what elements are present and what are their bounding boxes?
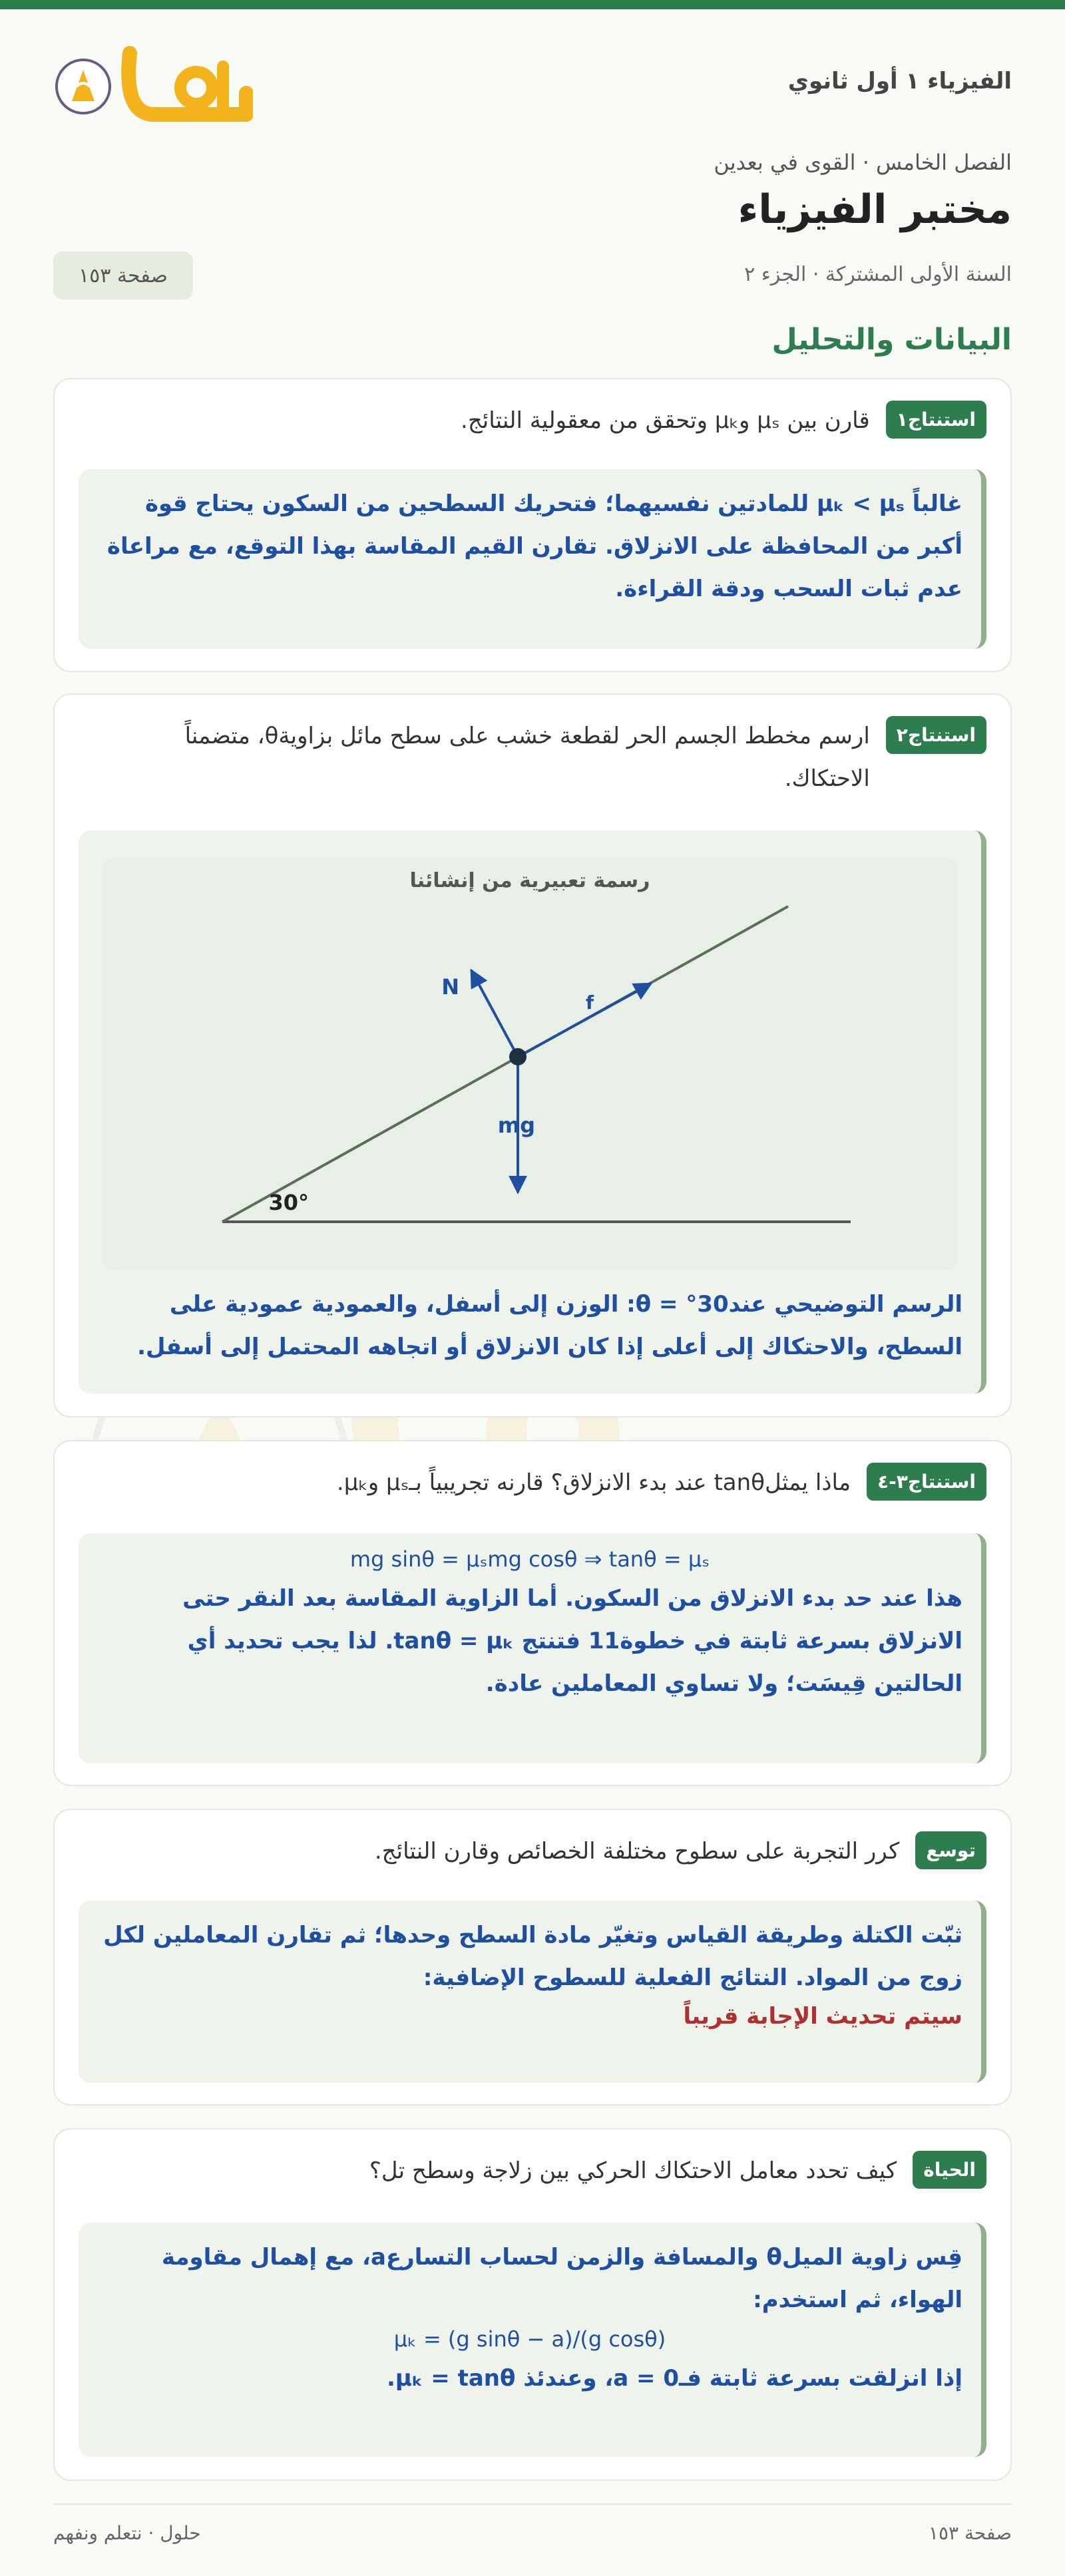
hulul-logo-icon	[53, 40, 253, 133]
answer-box	[79, 830, 986, 1393]
top-accent-bar	[0, 0, 1065, 9]
answer-box	[79, 1533, 986, 1763]
normal-label: N	[441, 974, 459, 1000]
footer-page-number: صفحة ١٥٣	[928, 2522, 1012, 2544]
chapter-label: الفصل الخامس · القوى في بعدين	[714, 150, 1012, 175]
question-row	[81, 2151, 986, 2192]
formula-text: mg sinθ = μₛmg cosθ ⇒ tanθ = μₛ	[349, 1547, 710, 1572]
angle-label: 30°	[268, 1190, 309, 1215]
answer-box	[79, 2223, 986, 2457]
incline-line	[222, 906, 788, 1222]
free-body-diagram	[103, 857, 957, 1270]
question-row	[81, 401, 986, 442]
question-text: ارسم مخطط الجسم الحر لقطعة خشب على سطح مائل بزاويةθ، متضمناً الاحتكاك.	[184, 723, 870, 792]
question-card-2	[53, 693, 1012, 1417]
question-card-3	[53, 1440, 1012, 1786]
answer-text: الرسم التوضيحي عند30° = θ: الوزن إلى أسفل، والعمودية عمودية على السطح، والاحتكاك إلى أعلى إذا كان الانزلاق أو اتجاهه المحتمل إلى أسفل.	[137, 1291, 962, 1360]
subject-title: الفيزياء ١ أول ثانوي	[787, 68, 1012, 94]
question-row	[81, 716, 986, 800]
answer-text: قِس زاوية الميلθ والمسافة والزمن لحساب التسارعa، مع إهمال مقاومة الهواء، ثم استخدم:	[161, 2244, 962, 2313]
normal-vector	[471, 970, 518, 1057]
question-tag: الحياة	[913, 2151, 986, 2189]
page-number-pill: صفحة ١٥٣	[53, 252, 193, 299]
answer-text: غالباً μₖ < μₛ للمادتين نفسيهما؛ فتحريك السطحين من السكون يحتاج قوة أكبر من المحافظة على الانزلاق. تقارن القيم المقاسة بهذا التوقع، مع مراعاة عدم ثبات السحب ودقة القراءة.	[106, 490, 962, 602]
question-card-1	[53, 378, 1012, 672]
footer-brand: حلول · نتعلم ونفهم	[53, 2522, 201, 2544]
question-tag: استنتاج١	[886, 401, 986, 439]
page-title: مختبر الفيزياء	[738, 186, 1012, 233]
question-text: ماذا يمثلtanθ عند بدء الانزلاق؟ قارنه تجريبياً بـμₛ وμₖ.	[336, 1469, 851, 1496]
section-title: البيانات والتحليل	[771, 323, 1012, 357]
year-label: السنة الأولى المشتركة · الجزء ٢	[744, 263, 1012, 286]
question-text: كرر التجربة على سطوح مختلفة الخصائص وقارن النتائج.	[374, 1838, 900, 1865]
page-header	[53, 40, 1012, 133]
diagram-canvas	[103, 857, 965, 1270]
answer-box	[79, 469, 986, 649]
friction-vector	[518, 984, 651, 1057]
figure-caption: رسمة تعبيرية من إنشائنا	[409, 869, 650, 892]
answer-text: هذا عند حد بدء الانزلاق من السكون. أما الزاوية المقاسة بعد النقر حتى الانزلاق بسرعة ثابتة في خطوة11 فتنتج tanθ = μₖ. لذا يجب تحديد أي الحالتين قِيسَت؛ ولا تساوي المعاملين عادة.	[182, 1585, 962, 1697]
question-tag: توسع	[915, 1831, 986, 1869]
friction-label: f	[585, 992, 594, 1013]
question-card-5	[53, 2128, 1012, 2481]
question-text: قارن بين μₛ وμₖ وتحقق من معقولية النتائج.	[461, 407, 870, 434]
block-point	[509, 1048, 527, 1065]
question-row	[81, 1831, 986, 1873]
answer-text-2: إذا انزلقت بسرعة ثابتة فـ0 = a، وعندئذ μₖ = tanθ.	[386, 2365, 962, 2392]
answer-box	[79, 1901, 986, 2083]
question-row	[81, 1463, 986, 1504]
weight-label: mg	[497, 1113, 535, 1138]
formula-text: μₖ = (g sinθ − a)/(g cosθ)	[393, 2326, 666, 2352]
answer-text: ثبّت الكتلة وطريقة القياس وتغيّر مادة السطح وحدها؛ ثم تقارن المعاملين لكل زوج من المواد. النتائج الفعلية للسطوح الإضافية:	[103, 1922, 962, 1991]
footer-divider	[53, 2503, 1012, 2505]
pending-update-text: سيتم تحديث الإجابة قريباً	[683, 2003, 962, 2030]
question-tag: استنتاج٢	[886, 716, 986, 754]
question-tag: استنتاج٣-٤	[867, 1463, 986, 1501]
question-text: كيف تحدد معامل الاحتكاك الحركي بين زلاجة وسطح تل؟	[369, 2157, 897, 2184]
question-card-4	[53, 1809, 1012, 2106]
